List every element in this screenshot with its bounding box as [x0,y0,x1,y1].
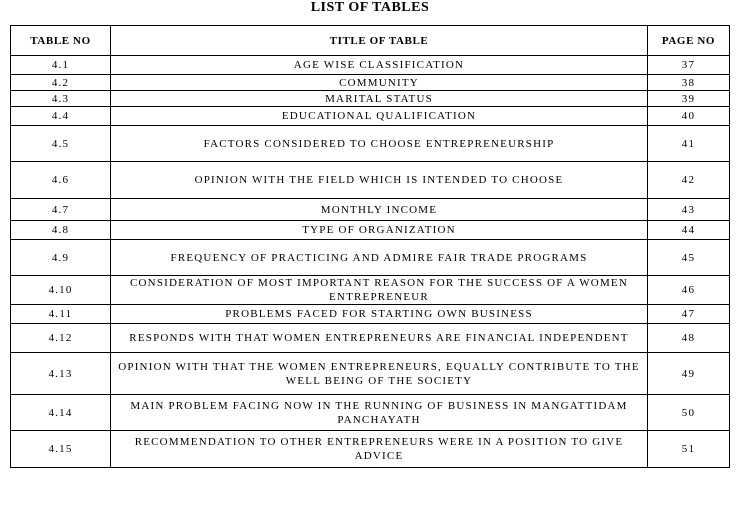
table-number-cell: 4.4 [11,107,111,126]
table-title-cell: PROBLEMS FACED FOR STARTING OWN BUSINESS [111,305,648,324]
table-row [11,162,730,199]
page-number-cell: 42 [648,162,730,199]
page-number-cell: 41 [648,126,730,162]
table-title-cell: TYPE OF ORGANIZATION [111,221,648,240]
page-number-cell: 38 [648,75,730,91]
header-page-no: PAGE NO [648,26,730,56]
page-title: LIST OF TABLES [310,0,430,15]
table-number-cell: 4.13 [11,353,111,395]
table-number-cell: 4.7 [11,199,111,221]
table-title-cell: COMMUNITY [111,75,648,91]
table-number-cell: 4.10 [11,276,111,305]
table-row [11,75,730,91]
table-number-cell: 4.5 [11,126,111,162]
table-title-cell: MAIN PROBLEM FACING NOW IN THE RUNNING OF BUSINESS IN MANGATTIDAM PANCHAYATH [111,395,648,431]
table-title-cell: OPINION WITH THAT THE WOMEN ENTREPRENEURS, EQUALLY CONTRIBUTE TO THE WELL BEING OF THE SOCIETY [111,353,648,395]
table-row [11,353,730,395]
table-number-cell: 4.15 [11,431,111,468]
table-number-cell: 4.2 [11,75,111,91]
page-number-cell: 46 [648,276,730,305]
page-number-cell: 51 [648,431,730,468]
header-title-of-table: TITLE OF TABLE [111,26,648,56]
header-row [11,26,730,56]
table-title-cell: RECOMMENDATION TO OTHER ENTREPRENEURS WERE IN A POSITION TO GIVE ADVICE [111,431,648,468]
table-number-cell: 4.14 [11,395,111,431]
table-number-cell: 4.1 [11,56,111,75]
list-of-tables [10,25,730,468]
table-row [11,107,730,126]
table-number-cell: 4.6 [11,162,111,199]
table-title-cell: MONTHLY INCOME [111,199,648,221]
table-row [11,431,730,468]
table-row [11,240,730,276]
page-number-cell: 50 [648,395,730,431]
table-number-cell: 4.11 [11,305,111,324]
table-number-cell: 4.9 [11,240,111,276]
page-number-cell: 47 [648,305,730,324]
page-number-cell: 45 [648,240,730,276]
page-number-cell: 43 [648,199,730,221]
table-row [11,56,730,75]
table-number-cell: 4.8 [11,221,111,240]
page-number-cell: 48 [648,324,730,353]
table-title-cell: CONSIDERATION OF MOST IMPORTANT REASON FOR THE SUCCESS OF A WOMEN ENTREPRENEUR [111,276,648,305]
page-number-cell: 49 [648,353,730,395]
table-number-cell: 4.12 [11,324,111,353]
page-number-cell: 39 [648,91,730,107]
table-row [11,126,730,162]
table-title-cell: FREQUENCY OF PRACTICING AND ADMIRE FAIR TRADE PROGRAMS [111,240,648,276]
header-table-no: TABLE NO [11,26,111,56]
table-row [11,91,730,107]
page-number-cell: 40 [648,107,730,126]
table-row [11,305,730,324]
page-number-cell: 37 [648,56,730,75]
table-row [11,324,730,353]
table-title-cell: AGE WISE CLASSIFICATION [111,56,648,75]
page-number-cell: 44 [648,221,730,240]
table-row [11,395,730,431]
table-row [11,276,730,305]
table-title-cell: MARITAL STATUS [111,91,648,107]
table-title-cell: EDUCATIONAL QUALIFICATION [111,107,648,126]
table-row [11,221,730,240]
table-title-cell: FACTORS CONSIDERED TO CHOOSE ENTREPRENEURSHIP [111,126,648,162]
table-title-cell: RESPONDS WITH THAT WOMEN ENTREPRENEURS ARE FINANCIAL INDEPENDENT [111,324,648,353]
table-row [11,199,730,221]
table-number-cell: 4.3 [11,91,111,107]
table-title-cell: OPINION WITH THE FIELD WHICH IS INTENDED TO CHOOSE [111,162,648,199]
